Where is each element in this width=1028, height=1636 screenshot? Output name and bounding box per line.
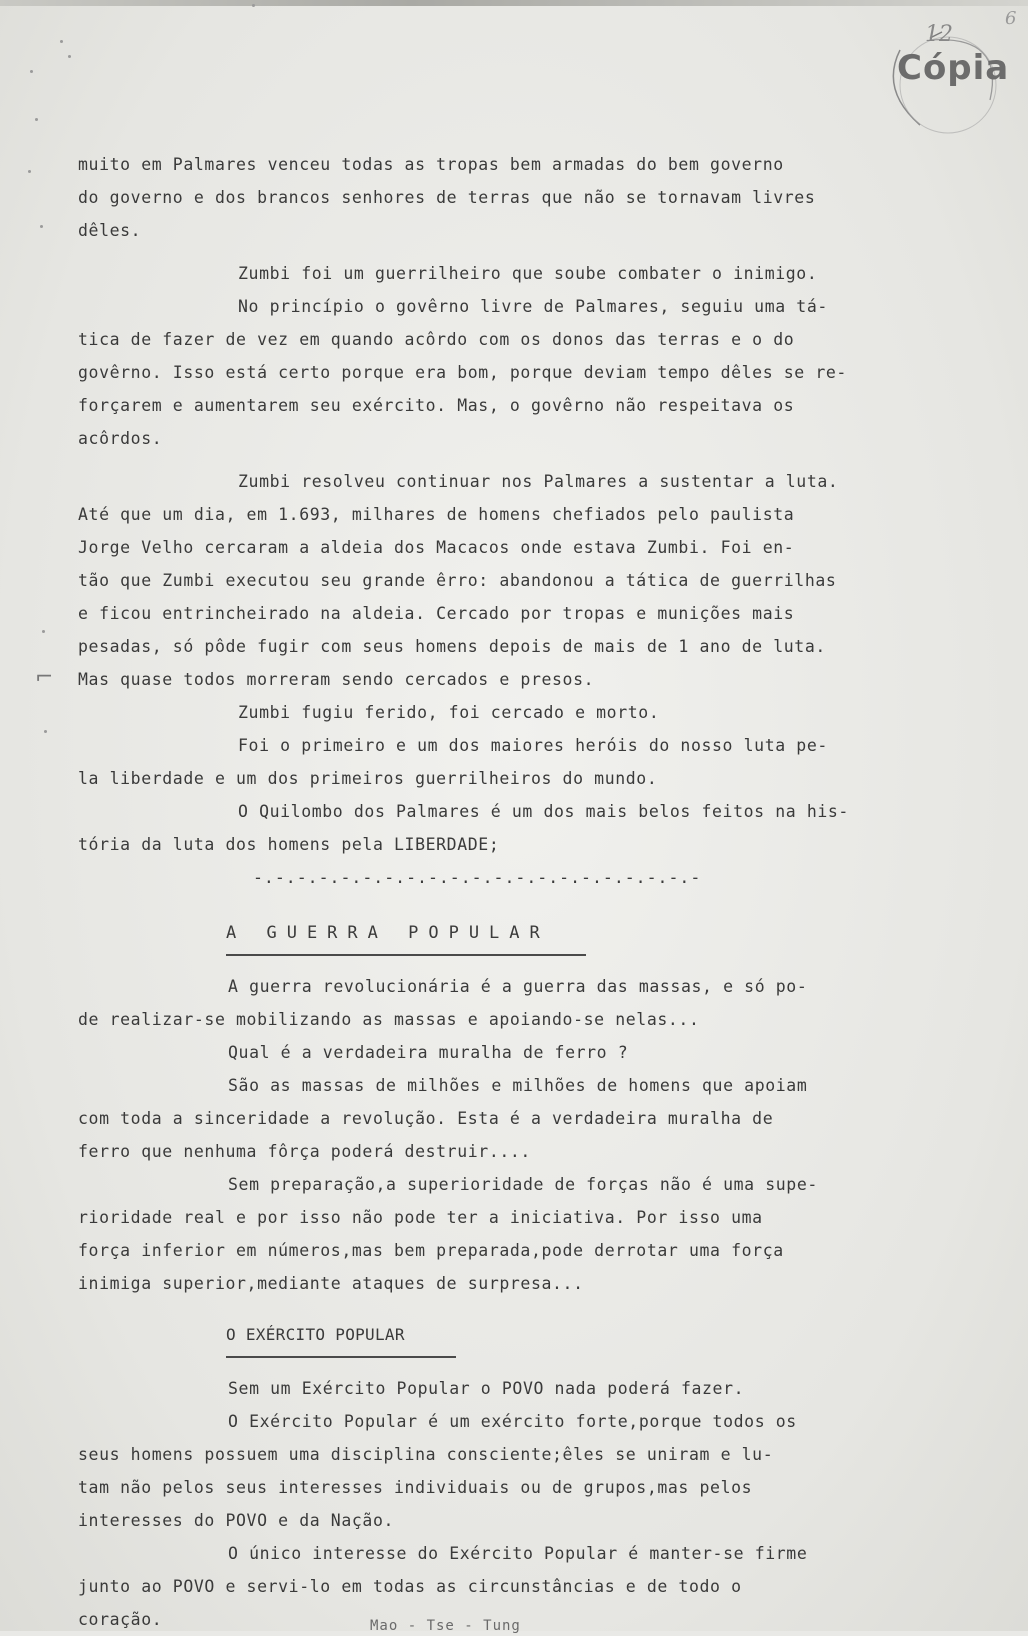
line: tam não pelos seus interesses individuais ou de grupos,mas pelos <box>78 1478 753 1497</box>
line: rioridade real e por isso não pode ter a iniciativa. Por isso uma <box>78 1208 763 1227</box>
line: junto ao POVO e servi-lo em todas as circunstâncias e de todo o <box>78 1577 742 1596</box>
line: A guerra revolucionária é a guerra das massas, e só po- <box>228 977 808 996</box>
line: interesses do POVO e da Nação. <box>78 1511 395 1530</box>
line: tão que Zumbi executou seu grande êrro: abandonou a tática de guerrilhas <box>78 571 837 590</box>
line: Zumbi resolveu continuar nos Palmares a sustentar a luta. <box>238 472 839 491</box>
line: Mas quase todos morreram sendo cercados e presos. <box>78 670 595 689</box>
line: Sem preparação,a superioridade de forças não é uma supe- <box>228 1175 818 1194</box>
line: do governo e dos brancos senhores de terras que não se tornavam livres <box>78 188 816 207</box>
line: inimiga superior,mediante ataques de surpresa... <box>78 1274 584 1293</box>
line: e ficou entrincheirado na aldeia. Cercado por tropas e munições mais <box>78 604 795 623</box>
line: seus homens possuem uma disciplina consciente;êles se uniram e lu- <box>78 1445 774 1464</box>
line: forçarem e aumentarem seu exército. Mas, o govêrno não respeitava os <box>78 396 795 415</box>
document-body <box>78 148 968 1636</box>
line: la liberdade e um dos primeiros guerrilheiros do mundo. <box>78 769 658 788</box>
line: O Exército Popular é um exército forte,porque todos os <box>228 1412 797 1431</box>
section-heading-guerra-popular: A GUERRA POPULAR <box>226 923 550 943</box>
line: acôrdos. <box>78 429 163 448</box>
separator-line: -.-.-.-.-.-.-.-.-.-.-.-.-.-.-.-.-.-.-.-.- <box>253 868 702 887</box>
page-top-edge <box>0 0 1028 6</box>
line: O Quilombo dos Palmares é um dos mais belos feitos na his- <box>238 802 849 821</box>
line: tica de fazer de vez em quando acôrdo com os donos das terras e o do <box>78 330 795 349</box>
margin-mark: ⌐ <box>35 665 54 690</box>
line: O único interesse do Exército Popular é manter-se firme <box>228 1544 808 1563</box>
line: ferro que nenhuma fôrça poderá destruir.... <box>78 1142 531 1161</box>
footer-fragment: Mao - Tse - Tung <box>370 1618 521 1634</box>
line: Zumbi fugiu ferido, foi cercado e morto. <box>238 703 660 722</box>
line: Foi o primeiro e um dos maiores heróis do nosso luta pe- <box>238 736 828 755</box>
line: com toda a sinceridade a revolução. Esta é a verdadeira muralha de <box>78 1109 774 1128</box>
line: Sem um Exército Popular o POVO nada poderá fazer. <box>228 1379 745 1398</box>
line: força inferior em números,mas bem preparada,pode derrotar uma força <box>78 1241 784 1260</box>
line: Zumbi foi um guerrilheiro que soube combater o inimigo. <box>238 264 818 283</box>
heading-underline <box>226 954 586 956</box>
line: govêrno. Isso está certo porque era bom, porque deviam tempo dêles se re- <box>78 363 847 382</box>
section-heading-exercito-popular: O EXÉRCITO POPULAR <box>226 1325 405 1344</box>
line: Até que um dia, em 1.693, milhares de homens chefiados pelo paulista <box>78 505 795 524</box>
line: coração. <box>78 1610 163 1629</box>
line: muito em Palmares venceu todas as tropas bem armadas do bem governo <box>78 155 784 174</box>
line: dêles. <box>78 221 142 240</box>
line: Qual é a verdadeira muralha de ferro ? <box>228 1043 629 1062</box>
line: pesadas, só pôde fugir com seus homens depois de mais de 1 ano de luta. <box>78 637 826 656</box>
line: Jorge Velho cercaram a aldeia dos Macacos onde estava Zumbi. Foi en- <box>78 538 795 557</box>
line: de realizar-se mobilizando as massas e apoiando-se nelas... <box>78 1010 700 1029</box>
corner-number: 6 <box>1005 8 1017 29</box>
line: tória da luta dos homens pela LIBERDADE; <box>78 835 500 854</box>
handwritten-page-number: 12 <box>925 22 953 47</box>
line: São as massas de milhões e milhões de homens que apoiam <box>228 1076 808 1095</box>
heading-underline <box>226 1356 456 1358</box>
line: No princípio o govêrno livre de Palmares, seguiu uma tá- <box>238 297 828 316</box>
copy-stamp-word: Cópia <box>897 48 1010 88</box>
